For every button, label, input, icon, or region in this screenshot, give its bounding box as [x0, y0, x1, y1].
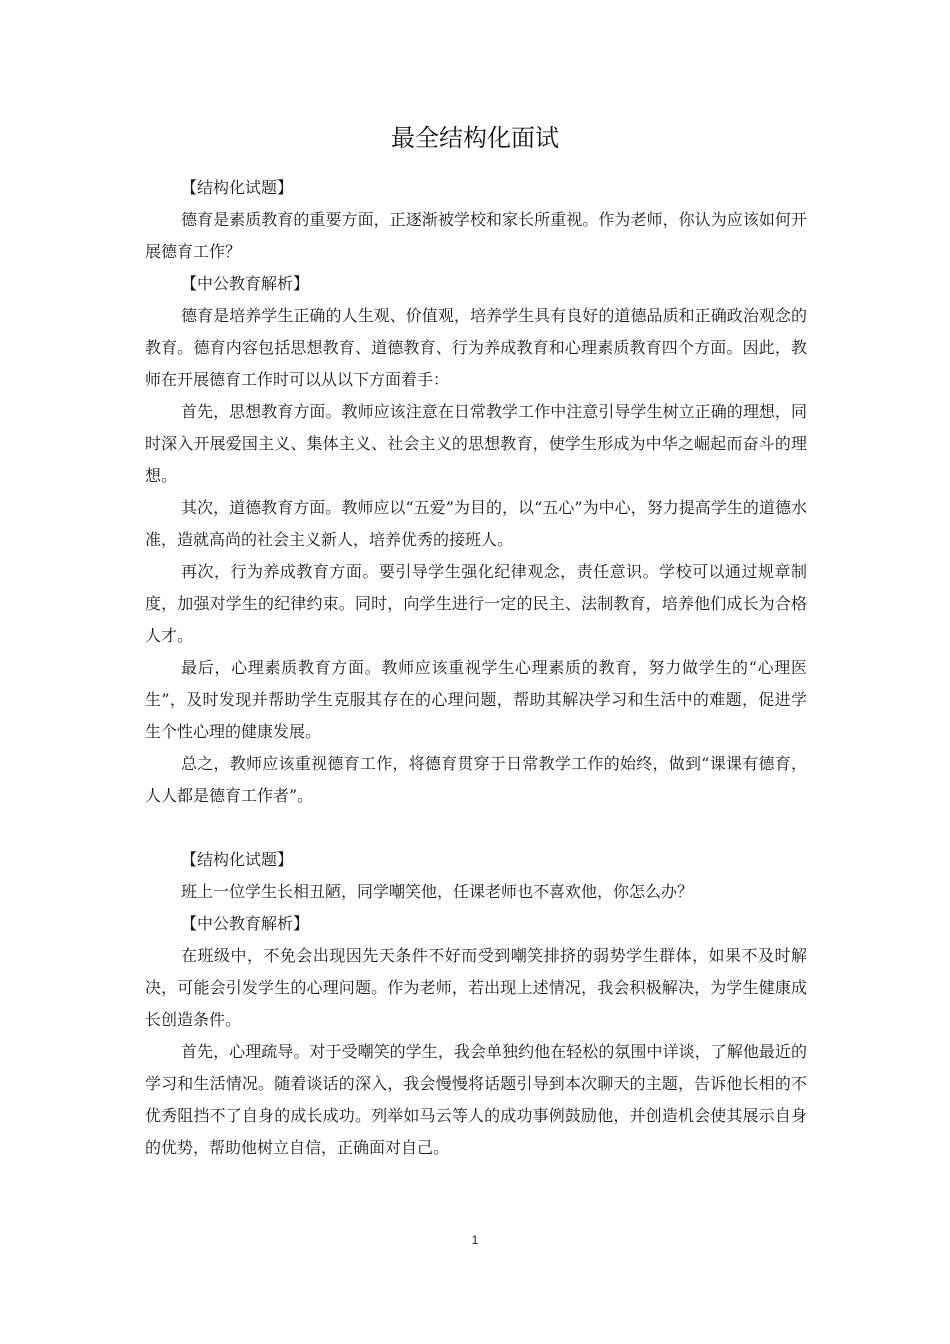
- analysis-paragraph: 其次，道德教育方面。教师应以“五爱”为目的，以“五心”为中心，努力提高学生的道德水准，造就高尚的社会主义新人，培养优秀的接班人。: [145, 498, 807, 549]
- question-text: 德育是素质教育的重要方面，正逐渐被学校和家长所重视。作为老师，你认为应该如何开展德育工作？: [145, 210, 807, 261]
- question-label: 【结构化试题】: [181, 178, 294, 197]
- analysis-paragraph: 在班级中，不免会出现因先天条件不好而受到嘲笑排挤的弱势学生群体，如果不及时解决，可能会引发学生的心理问题。作为老师，若出现上述情况，我会积极解决，为学生健康成长创造条件。: [145, 946, 807, 1029]
- analysis-paragraph: 总之，教师应该重视德育工作，将德育贯穿于日常教学工作的始终，做到“课课有德育，人人都是德育工作者”。: [145, 754, 807, 805]
- document-body: [145, 172, 807, 1164]
- section-spacer: [145, 812, 807, 844]
- analysis-label: 【中公教育解析】: [181, 274, 310, 293]
- page-number: 1: [471, 1233, 479, 1247]
- analysis-paragraph: 首先，思想教育方面。教师应该注意在日常教学工作中注意引导学生树立正确的理想，同时深入开展爱国主义、集体主义、社会主义的思想教育，使学生形成为中华之崛起而奋斗的理想。: [145, 402, 807, 485]
- analysis-paragraph: 最后，心理素质教育方面。教师应该重视学生心理素质的教育，努力做学生的“心理医生”，及时发现并帮助学生克服其存在的心理问题，帮助其解决学习和生活中的难题，促进学生个性心理的健康发展。: [145, 658, 807, 741]
- question-label: 【结构化试题】: [181, 850, 294, 869]
- analysis-paragraph: 首先，心理疏导。对于受嘲笑的学生，我会单独约他在轻松的氛围中详谈，了解他最近的学习和生活情况。随着谈话的深入，我会慢慢将话题引导到本次聊天的主题，告诉他长相的不优秀阻挡不了自身的成长成功。列举如马云等人的成功事例鼓励他，并创造机会使其展示自身的优势，帮助他树立自信，正确面对自己。: [145, 1042, 807, 1157]
- question-text: 班上一位学生长相丑陋，同学嘲笑他，任课老师也不喜欢他，你怎么办？: [181, 882, 694, 901]
- analysis-label: 【中公教育解析】: [181, 914, 310, 933]
- analysis-paragraph: 德育是培养学生正确的人生观、价值观，培养学生具有良好的道德品质和正确政治观念的教育。德育内容包括思想教育、道德教育、行为养成教育和心理素质教育四个方面。因此，教师在开展德育工作时可以从以下方面着手：: [145, 306, 807, 389]
- document-title: 最全结构化面试: [391, 124, 559, 152]
- analysis-paragraph: 再次，行为养成教育方面。要引导学生强化纪律观念，责任意识。学校可以通过规章制度，加强对学生的纪律约束。同时，向学生进行一定的民主、法制教育，培养他们成长为合格人才。: [145, 562, 807, 645]
